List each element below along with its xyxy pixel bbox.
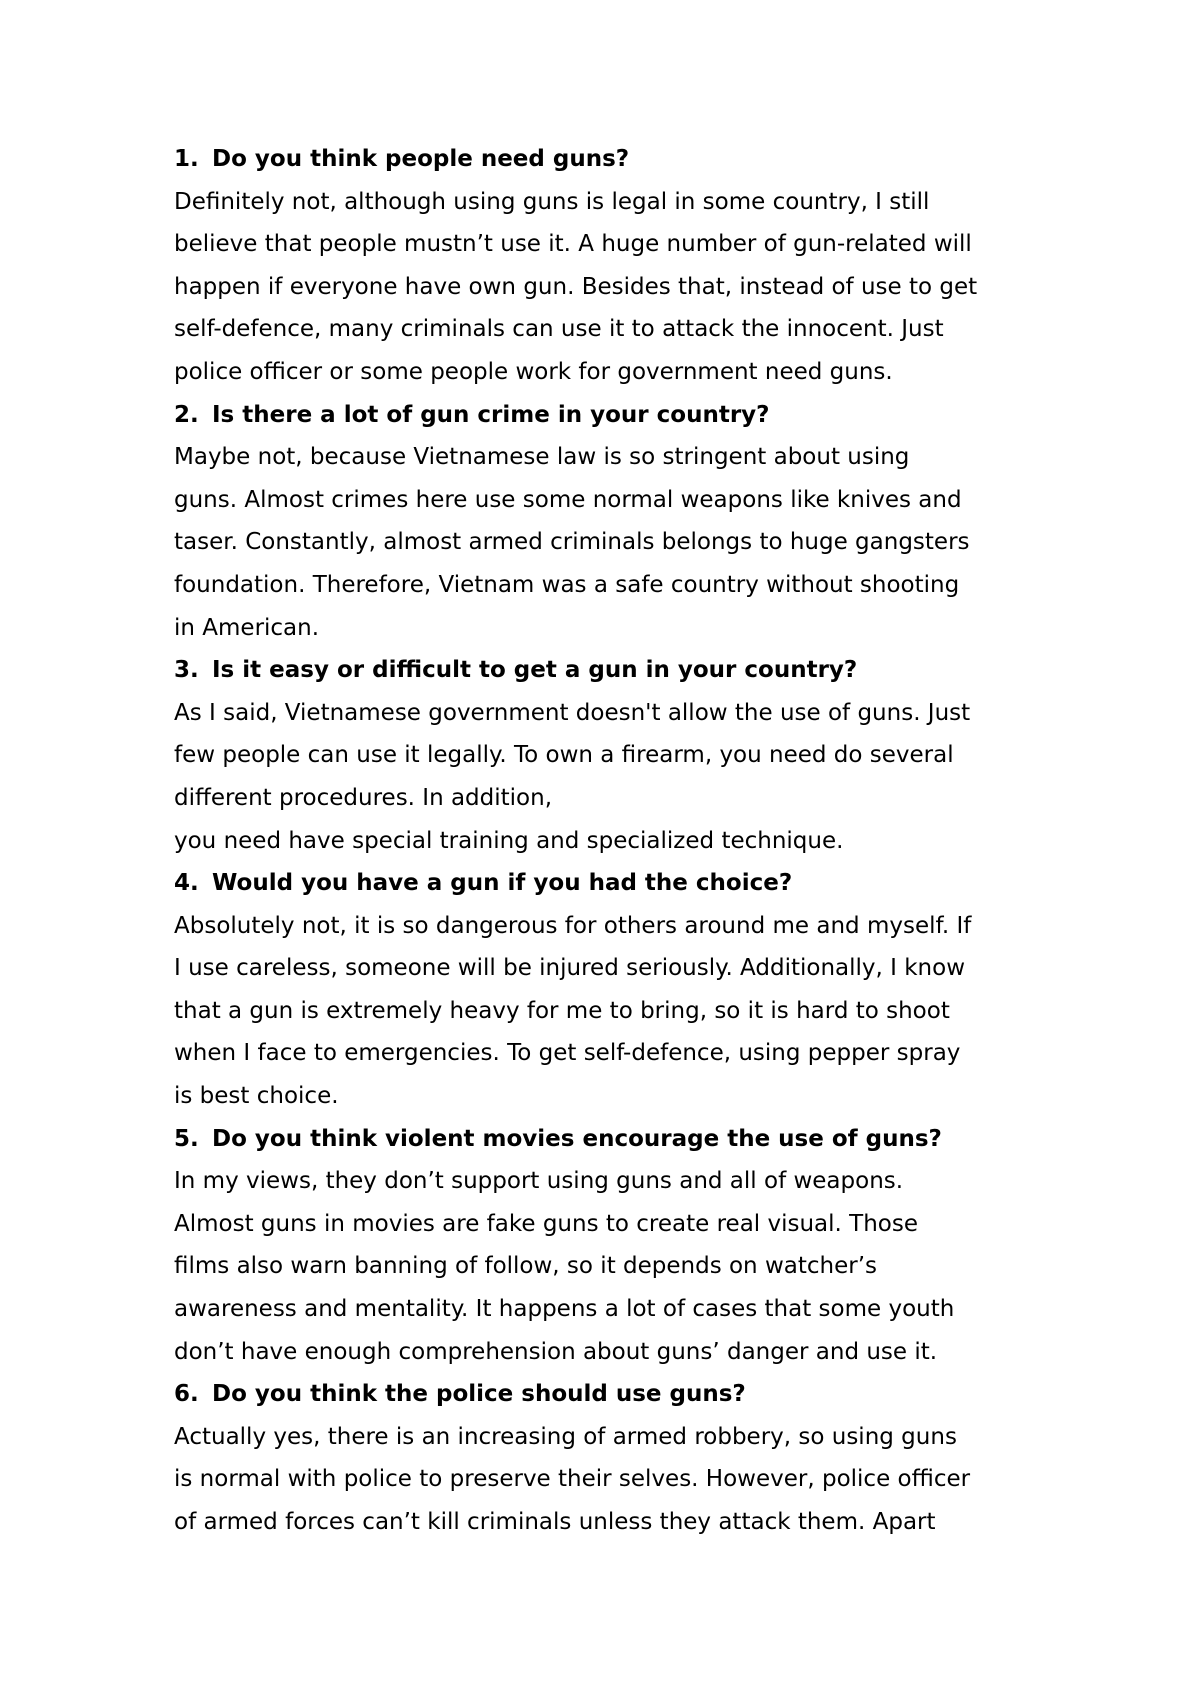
answer-line: foundation. Therefore, Vietnam was a safe country without shooting bbox=[174, 571, 960, 598]
answer-line: police officer or some people work for government need guns. bbox=[174, 358, 893, 385]
answer-line: is normal with police to preserve their selves. However, police officer bbox=[174, 1466, 971, 1493]
answer-line: self-defence, many criminals can use it to attack the innocent. Just bbox=[174, 316, 944, 343]
answer-line: of armed forces can’t kill criminals unless they attack them. Apart bbox=[174, 1509, 936, 1535]
question-heading bbox=[174, 394, 1044, 437]
answer-line: Maybe not, because Vietnamese law is so stringent about using bbox=[174, 444, 910, 471]
qa-section-1 bbox=[174, 138, 1044, 394]
question-number: 3. bbox=[174, 657, 199, 684]
answer-line: I use careless, someone will be injured seriously. Additionally, I know bbox=[174, 955, 966, 982]
qa-section-6 bbox=[174, 1373, 1044, 1543]
answer-line: Actually yes, there is an increasing of armed robbery, so using guns bbox=[174, 1423, 957, 1450]
question-text: Would you have a gun if you had the choice? bbox=[212, 870, 793, 897]
question-heading bbox=[174, 1373, 1044, 1416]
question-text: Do you think the police should use guns? bbox=[212, 1381, 746, 1408]
answer-line: in American. bbox=[174, 614, 320, 641]
qa-section-5 bbox=[174, 1118, 1044, 1374]
qa-section-2 bbox=[174, 394, 1044, 650]
question-text: Do you think people need guns? bbox=[212, 146, 630, 172]
qa-section-3 bbox=[174, 649, 1044, 862]
answer-line: Absolutely not, it is so dangerous for others around me and myself. If bbox=[174, 912, 972, 939]
answer-line: happen if everyone have own gun. Besides that, instead of use to get bbox=[174, 273, 978, 300]
answer-line: believe that people mustn’t use it. A huge number of gun-related will bbox=[174, 231, 972, 258]
question-text: Is there a lot of gun crime in your country? bbox=[212, 401, 770, 428]
answer-line: As I said, Vietnamese government doesn't allow the use of guns. Just bbox=[174, 699, 971, 726]
question-heading bbox=[174, 649, 1044, 692]
question-number: 5. bbox=[174, 1125, 199, 1152]
question-number: 1. bbox=[174, 146, 199, 172]
answer-line: you need have special training and specialized technique. bbox=[174, 827, 844, 854]
answer-line: guns. Almost crimes here use some normal weapons like knives and bbox=[174, 486, 962, 513]
qa-section-4 bbox=[174, 862, 1044, 1118]
answer-line: is best choice. bbox=[174, 1083, 339, 1110]
question-heading bbox=[174, 138, 1044, 181]
question-number: 6. bbox=[174, 1381, 199, 1408]
document-body bbox=[174, 138, 1044, 1544]
answer-line: awareness and mentality. It happens a lot of cases that some youth bbox=[174, 1296, 955, 1323]
question-heading bbox=[174, 1118, 1044, 1161]
answer-line: films also warn banning of follow, so it depends on watcher’s bbox=[174, 1253, 877, 1280]
answer-line: Almost guns in movies are fake guns to create real visual. Those bbox=[174, 1210, 918, 1237]
answer-line: Definitely not, although using guns is legal in some country, I still bbox=[174, 188, 930, 215]
question-number: 4. bbox=[174, 870, 199, 897]
answer-line: taser. Constantly, almost armed criminals belongs to huge gangsters bbox=[174, 529, 970, 556]
answer-line: In my views, they don’t support using guns and all of weapons. bbox=[174, 1168, 904, 1195]
answer-line: different procedures. In addition, bbox=[174, 784, 553, 811]
answer-line: that a gun is extremely heavy for me to bring, so it is hard to shoot bbox=[174, 997, 950, 1024]
question-heading bbox=[174, 862, 1044, 905]
answer-line: when I face to emergencies. To get self-defence, using pepper spray bbox=[174, 1040, 961, 1067]
question-text: Is it easy or difficult to get a gun in your country? bbox=[212, 657, 858, 684]
question-number: 2. bbox=[174, 401, 199, 428]
question-text: Do you think violent movies encourage the use of guns? bbox=[212, 1125, 942, 1152]
answer-line: few people can use it legally. To own a firearm, you need do several bbox=[174, 742, 954, 769]
answer-line: don’t have enough comprehension about guns’ danger and use it. bbox=[174, 1338, 938, 1365]
